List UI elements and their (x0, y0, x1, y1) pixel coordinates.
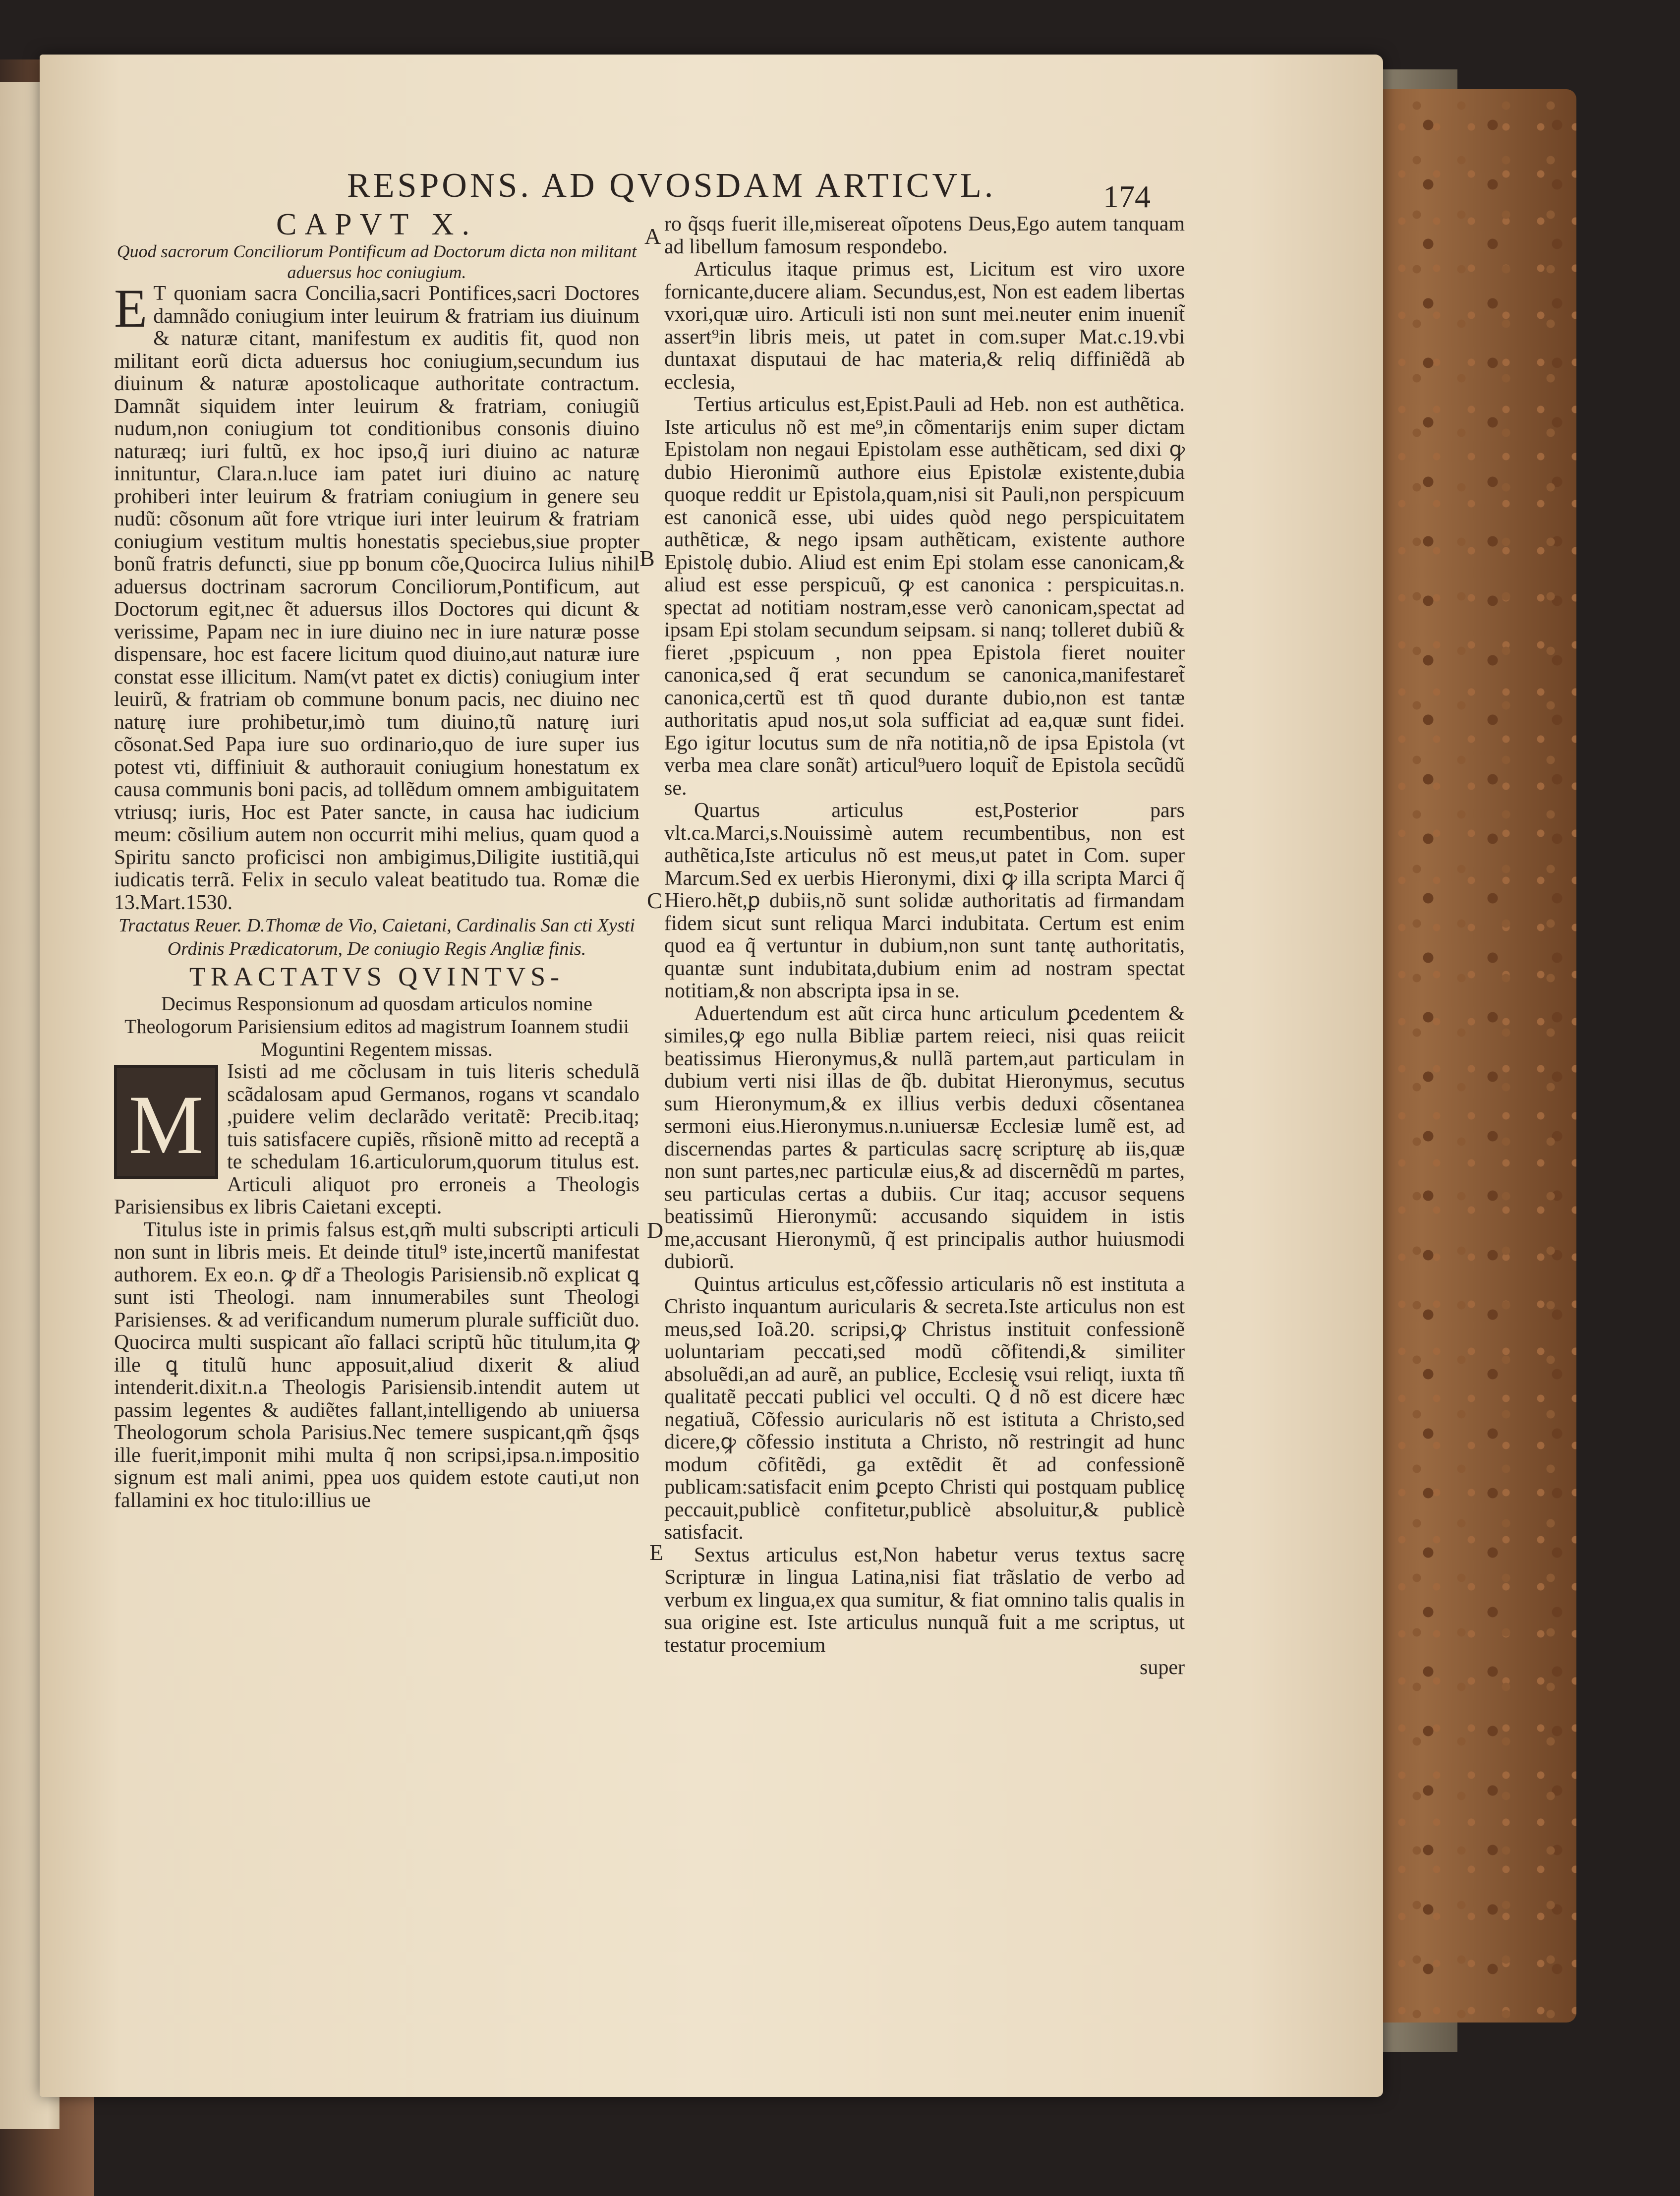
paragraph-continuation: ro q̃sqs fuerit ille,misereat oĩpotens Deus,Ego autem tanquam ad libellum famosum respondebo. (664, 213, 1185, 258)
margin-letter-b: B (639, 546, 655, 571)
title-critique-paragraph: Titulus iste in primis falsus est,qm̃ multi subscripti articuli non sunt in libris meis. Et deinde titul⁹ iste,incertũ manifestat authorem. Ex eo.n. ꝙ dr̃ a Theologis Parisiensib.nõ explicat ꝗ sunt isti Theologi. nam innumerabiles sunt Theologi Parisienses. & ad verificandum numerum plurale sufficiũt duo. Quocirca multi suspicant aĩo fallaci scriptũ hũc titulum,ita ꝙ ille ꝗ titulũ hunc apposuit,aliud dixerit & aliud intenderit.dixit.n.a Theologis Parisiensib.intendit autem ut passim legentes & audiẽtes fallant,intelligendo ab uniuersa Theologorum schola Parisius.Nec temere suspicant,qm̃ q̃sqs ille fuerit,imponit mihi multa q̃ non scripsi,ipsa.n.impositio signum est mali animi, ppea uos quidem estote cauti,ut non fallamini ex hoc titulo:illius ue (114, 1218, 639, 1512)
tract-title: TRACTATVS QVINTVS- (189, 962, 565, 991)
paragraph-article-5: Quintus articulus est,cõfessio articularis nõ est instituta a Christo inquantum auricularis & secreta.Iste articulus non est meus,sed Ioã.20. scripsi,ꝙ Christus instituit confessionẽ uoluntariam peccati,sed modũ cõfitendi,& similiter absoluẽdi,an ad aurẽ, an publice, Ecclesię vsui reliqt, iuxta tñ qualitatẽ peccati publici vel occulti. Q d̃ nõ est dicere hæc negatiuã, Cõfessio auricularis nõ est istituta a Christo,sed dicere,ꝙ cõfessio instituta a Christo, nõ restringit ad hunc modum cõfitẽdi, ga extẽdit ẽt ad confessionẽ publicam:satisfacit enim ꝑcepto Christi qui postquam publicę peccauit,publicè confitetur,publicè absoluitur,& publicè satisfacit. (664, 1272, 1185, 1544)
page-number: 174 (1103, 179, 1151, 214)
margin-letter-e: E (649, 1540, 664, 1565)
catchword: super (1140, 1656, 1185, 1679)
left-text-column (114, 208, 639, 1859)
paragraph-article-4: Quartus articulus est,Posterior pars vlt.ca.Marci,s.Nouissimè autem recumbentibus, non est authẽtica,Iste articulus nõ est meus,ut patet in Com. super Marcum.Sed ex uerbis Hieronymi, dixi ꝙ illa scripta Marci q̃ Hiero.hẽt,ꝑ dubiis,nõ sunt solidæ authoritatis ad firmandam fidem sicut sunt reliqua Marci indubitata. Certum est enim quod ea q̃ vertuntur in dubium,non sunt tantę authoritatis, quantæ sunt indubitata,dubium enim ad nostram spectat notitiam,& non abscripta ipsa in se. (664, 799, 1185, 1002)
chapter-body (114, 278, 639, 914)
decorated-initial-m: M (114, 1065, 218, 1179)
margin-letter-a: A (644, 224, 661, 249)
chapter-body-text: T quoniam sacra Concilia,sacri Pontifices,sacri Doctores damnãdo coniugium inter leuirum & fratriam ius diuinum & naturæ citant, manifestum ex auditis fit, quod non militant eorũ dicta aduersus hoc coniugium,secundum ius diuinum & naturæ apostolicaque authoritate contractum. Damnãt siquidem inter leuirum & fratriam, coniugiũ nudum,non coniugium tot conditionibus consonis diuino naturæq; iuri fultũ, ex hoc ipso,q̃ iuri diuino ac naturæ innituntur, Clara.n.luce iam patet iuri diuino ac naturę prohiberi inter leuirum & fratriam coniugium in genere seu nudũ: cõsonum aũt fore vtrique iuri inter leuirum & fratriam coniugium vestitum multis honestatis speciebus,siue propter bonũ fratris defuncti, siue pp bonum cõe,Quocirca Iulius nihil aduersus doctrinam sacrorum Conciliorum,Pontificum, aut Doctorum egit,nec ẽt aduersus illos Doctores qui dicunt & verissime, Papam nec in iure diuino nec in iure naturæ posse dispensare, hoc est facere licitum quod diuino,aut naturæ iure constat esse illicitum. Nam(vt patet ex dictis) coniugium inter leuirũ, & fratriam ob commune bonum pacis, nec diuino nec naturę iure prohibetur,imò tum diuino,tũ naturę iuri cõsonat.Sed Papa iure suo ordinario,quo de iure super ius potest vti, diffiniuit & authorauit coniugium honestatum ex causa communis boni pacis, ad tollẽdum omnem ambiguitatem vtriusq; iuris, Hoc est Pater sancte, in causa hac iudicium meum: cõsilium autem non occurrit mihi melius, quam quod a Spiritu sancto proficisci non ambigimus,Diligite iustitiã,qui iudicatis terrã. Felix in seculo valeat beatitudo tua. Romæ die 13.Mart.1530. (114, 282, 639, 914)
paragraph-articles-1-2: Articulus itaque primus est, Licitum est viro uxore fornicante,ducere aliam. Secundus,est, Non est eadem libertas vxori,quæ uiro. Articuli isti non sunt mei.neuter enim inuenit̃ assert⁹in libris meis, ut patet in com.super Mat.c.19.vbi duntaxat disputaui de hac materia,& reliq diffiniẽdã ab ecclesia, (664, 258, 1185, 394)
paragraph-article-3: Tertius articulus est,Epist.Pauli ad Heb. non est authẽtica. Iste articulus nõ est me⁹,in cõmentarijs enim super dictam Epistolam non negaui Epistolam esse authẽticam, sed dixi ꝙ dubio Hieronimũ authore eius Epistolæ existente,dubia quoque reddit ur Epistola,quam,nisi sit Pauli,non perspicuum est canonicã esse, ubi uides quòd nego perspicuitatem authẽticæ, & nego ipsam authẽticam, existente authore Epistolę dubio. Aliud est enim Epi stolam esse canonicam,& aliud est esse perspicuũ, ꝙ est canonica : perspicuitas.n. spectat ad notitiam nostram,esse verò canonicam,spectat ad ipsam Epi stolam secundum seipsam. si nanq; tolleret dubiũ & fieret ,pspicuum , non ppea Epistola fieret nouiter canonica,sed q̃ erat secundum se canonica,manifestaret̃ canonica,certũ est tñ quod durante dubio,non est tantæ authoritatis apud nos,ut sola sufficiat ad ea,quæ sunt fidei. Ego igitur locutus sum de nr̃a notitia,nõ de ipsa Epistola (vt verba mea clare sonãt) articul⁹uero loquit̃ de Epistola secũdũ se. (664, 393, 1185, 800)
tract-intro (114, 1061, 639, 1219)
tract-colophon: Tractatus Reuer. D.Thomæ de Vio, Caietani, Cardinalis San cti Xysti Ordinis Prædicatorum, De coniugio Regis Angliæ finis. (118, 915, 635, 959)
paragraph-observation: Aduertendum est aũt circa hunc articulum ꝑcedentem & similes,ꝙ ego nulla Bibliæ partem reieci, nisi quas reiicit beatissimus Hieronymus,& nullã partem,aut particulam in dubium verti nisi illas de q̃b. dubitat Hieronymus, secutus sum Hieronymum,& ex illius verbis deduxi cõsentanea sermoni eius.Hieronymus.n.uniuersæ Ecclesiæ lumẽ est, ad discernendas partes & particulas sacrę scripturę ab iis,quæ non sunt partes,nec particulæ eius,& ad discernẽdũ m partes, seu particulas certas a dubiis. Cur itaq; accusor sequens beatissimũ Hieronymũ: accusando siquidem in istis me,accusant Hieronymũ, q̃ est principalis author huiusmodi dubiorũ. (664, 1002, 1185, 1273)
margin-letter-d: D (647, 1217, 664, 1243)
running-header: RESPONS. AD QVOSDAM ARTICVL. (347, 167, 996, 205)
right-text-column (664, 213, 1185, 1874)
chapter-title: CAPVT X. (276, 208, 477, 241)
drop-cap-e: E (114, 278, 148, 339)
chapter-subtitle: Quod sacrorum Conciliorum Pontificum ad Doctorum dicta non militant aduersus hoc coniugium. (116, 241, 637, 282)
paragraph-article-6: Sextus articulus est,Non habetur verus textus sacrę Scripturæ in lingua Latina,nisi fiat trãslatio de verbo ad verbum ex lingua,ex qua sumitur, & fiat omnino talis qualis in sua origine est. Iste articulus nunquã fuit a me scriptus, ut testatur procemium (664, 1543, 1185, 1657)
tract-intro-text: Isisti ad me cõclusam in tuis literis schedulã scãdalosam apud Germanos, rogans vt scandalo ,puidere velim declarãdo veritatẽ: Precib.itaq; tuis satisfacere cupiẽs, rñsionẽ mitto ad receptã a te schedulam 16.articulorum,quorum titulus est. Articuli aliquot pro erroneis a Theologis Parisiensibus ex libris Caietani excepti. (114, 1060, 639, 1218)
margin-letter-c: C (647, 888, 662, 913)
tract-subtitle: Decimus Responsionum ad quosdam articulos nomine Theologorum Parisiensium editos ad magistrum Ioannem studii Moguntini Regentem missas. (124, 992, 629, 1060)
